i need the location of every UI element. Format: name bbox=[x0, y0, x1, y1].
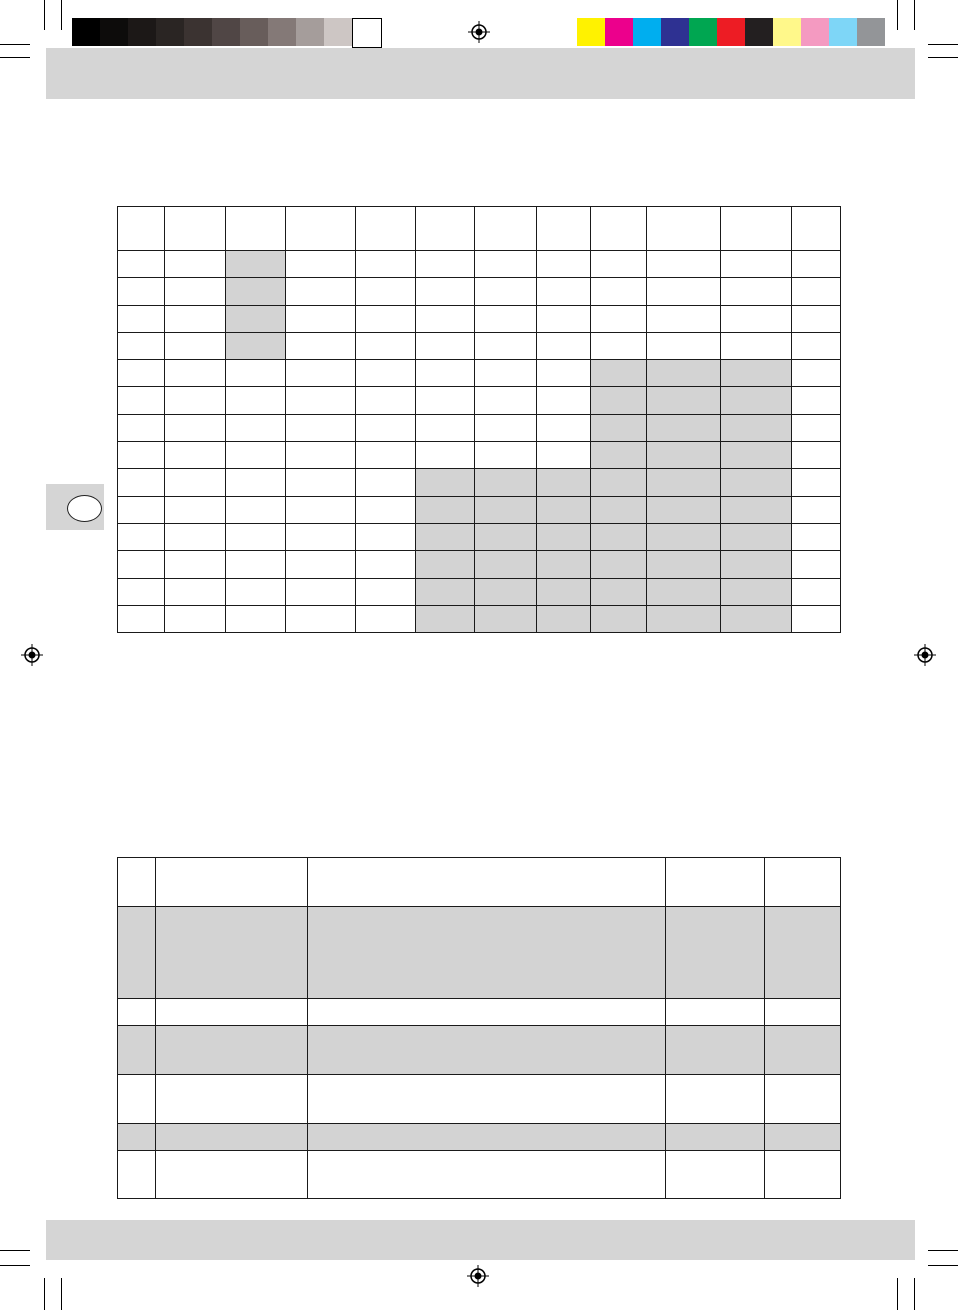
table-cell bbox=[286, 605, 356, 632]
table-cell bbox=[118, 999, 156, 1026]
table-cell bbox=[286, 360, 356, 387]
table-cell bbox=[356, 251, 416, 278]
table-cell bbox=[226, 360, 286, 387]
table-cell bbox=[416, 496, 475, 523]
table-cell bbox=[475, 305, 537, 332]
table-cell bbox=[721, 251, 792, 278]
table-cell bbox=[356, 605, 416, 632]
table-cell bbox=[475, 442, 537, 469]
table-cell bbox=[286, 496, 356, 523]
table-cell bbox=[226, 278, 286, 305]
gray-swatch bbox=[268, 18, 296, 46]
registration-mark-icon bbox=[21, 644, 43, 666]
table-cell bbox=[721, 278, 792, 305]
footer-bar bbox=[46, 1220, 915, 1260]
table-cell bbox=[156, 999, 308, 1026]
table-cell bbox=[792, 207, 841, 251]
table-cell bbox=[286, 387, 356, 414]
table-cell bbox=[165, 305, 226, 332]
crop-mark bbox=[928, 44, 958, 45]
table-cell bbox=[226, 207, 286, 251]
crop-mark bbox=[897, 1278, 898, 1310]
table-cell bbox=[165, 551, 226, 578]
table-cell bbox=[226, 251, 286, 278]
table-cell bbox=[416, 414, 475, 441]
crop-mark bbox=[0, 44, 30, 45]
table-cell bbox=[286, 278, 356, 305]
table-cell bbox=[721, 305, 792, 332]
table-cell bbox=[165, 578, 226, 605]
table-cell bbox=[591, 387, 647, 414]
crop-mark bbox=[44, 1278, 45, 1310]
table-cell bbox=[537, 496, 591, 523]
table-cell bbox=[226, 332, 286, 359]
table-cell bbox=[118, 551, 165, 578]
crop-mark bbox=[44, 0, 45, 30]
crop-mark bbox=[928, 1250, 958, 1251]
table-cell bbox=[647, 251, 721, 278]
table-cell bbox=[156, 907, 308, 999]
table-cell bbox=[647, 332, 721, 359]
table-cell bbox=[591, 332, 647, 359]
table-cell bbox=[226, 496, 286, 523]
table-cell bbox=[792, 578, 841, 605]
table-cell bbox=[156, 1151, 308, 1199]
table-row bbox=[118, 496, 841, 523]
table-cell bbox=[647, 360, 721, 387]
table-row bbox=[118, 360, 841, 387]
table-cell bbox=[721, 469, 792, 496]
table-cell bbox=[721, 332, 792, 359]
gray-swatch bbox=[128, 18, 156, 46]
table-cell bbox=[537, 360, 591, 387]
table-row bbox=[118, 1151, 841, 1199]
table-cell bbox=[475, 251, 537, 278]
crop-mark bbox=[0, 1265, 30, 1266]
table-row bbox=[118, 858, 841, 907]
table-cell bbox=[118, 496, 165, 523]
table-cell bbox=[118, 414, 165, 441]
table-cell bbox=[475, 360, 537, 387]
table-cell bbox=[647, 551, 721, 578]
table-cell bbox=[475, 469, 537, 496]
table-cell bbox=[118, 278, 165, 305]
table-cell bbox=[286, 414, 356, 441]
table-cell bbox=[356, 469, 416, 496]
table-cell bbox=[647, 578, 721, 605]
table-row bbox=[118, 278, 841, 305]
table-cell bbox=[792, 469, 841, 496]
table-cell bbox=[537, 469, 591, 496]
table-cell bbox=[475, 278, 537, 305]
crop-mark bbox=[61, 0, 62, 30]
table-cell bbox=[591, 305, 647, 332]
crop-mark bbox=[897, 0, 898, 30]
table-cell bbox=[308, 858, 666, 907]
table-cell bbox=[792, 332, 841, 359]
table-cell bbox=[647, 442, 721, 469]
table-cell bbox=[165, 442, 226, 469]
table-cell bbox=[226, 523, 286, 550]
table-cell bbox=[286, 305, 356, 332]
table-cell bbox=[165, 523, 226, 550]
table-cell bbox=[666, 858, 765, 907]
table-cell bbox=[765, 1026, 841, 1075]
table-cell bbox=[156, 1075, 308, 1124]
table-cell bbox=[647, 605, 721, 632]
table-cell bbox=[356, 414, 416, 441]
table-cell bbox=[537, 251, 591, 278]
table-cell bbox=[721, 360, 792, 387]
table-cell bbox=[118, 578, 165, 605]
table-row bbox=[118, 387, 841, 414]
registration-mark-icon bbox=[468, 21, 490, 43]
table-cell bbox=[792, 278, 841, 305]
color-swatch bbox=[633, 18, 661, 46]
language-badge bbox=[67, 495, 102, 522]
table-cell bbox=[792, 305, 841, 332]
table-cell bbox=[308, 1075, 666, 1124]
table-cell bbox=[226, 305, 286, 332]
table-cell bbox=[118, 1124, 156, 1151]
table-cell bbox=[591, 414, 647, 441]
table-cell bbox=[118, 523, 165, 550]
table-row bbox=[118, 605, 841, 632]
table-cell bbox=[666, 999, 765, 1026]
table-cell bbox=[118, 469, 165, 496]
table-cell bbox=[416, 305, 475, 332]
table-cell bbox=[537, 414, 591, 441]
table-cell bbox=[792, 523, 841, 550]
table-cell bbox=[721, 414, 792, 441]
table-cell bbox=[308, 1151, 666, 1199]
table-cell bbox=[721, 387, 792, 414]
table-row bbox=[118, 551, 841, 578]
table-row bbox=[118, 251, 841, 278]
table-cell bbox=[666, 907, 765, 999]
table-cell bbox=[286, 523, 356, 550]
table-cell bbox=[537, 578, 591, 605]
table-row bbox=[118, 414, 841, 441]
gray-swatch bbox=[296, 18, 324, 46]
table-row bbox=[118, 1075, 841, 1124]
table-cell bbox=[792, 605, 841, 632]
table-cell bbox=[647, 523, 721, 550]
table-cell bbox=[475, 207, 537, 251]
color-swatch bbox=[577, 18, 605, 46]
table-cell bbox=[591, 496, 647, 523]
table-cell bbox=[226, 551, 286, 578]
table-cell bbox=[165, 469, 226, 496]
table-cell bbox=[118, 1075, 156, 1124]
table-cell bbox=[765, 907, 841, 999]
table-cell bbox=[647, 387, 721, 414]
table-cell bbox=[721, 442, 792, 469]
table-cell bbox=[286, 551, 356, 578]
table-cell bbox=[118, 1151, 156, 1199]
color-swatch bbox=[689, 18, 717, 46]
color-swatch bbox=[605, 18, 633, 46]
table-cell bbox=[286, 251, 356, 278]
registration-mark-icon bbox=[467, 1265, 489, 1287]
table-cell bbox=[537, 551, 591, 578]
table-cell bbox=[226, 605, 286, 632]
table-cell bbox=[356, 360, 416, 387]
gray-swatch bbox=[72, 18, 100, 46]
table-cell bbox=[475, 578, 537, 605]
table-cell bbox=[591, 523, 647, 550]
table-cell bbox=[165, 251, 226, 278]
color-swatch bbox=[717, 18, 745, 46]
table-cell bbox=[475, 605, 537, 632]
table-row bbox=[118, 332, 841, 359]
table-cell bbox=[165, 605, 226, 632]
table-cell bbox=[537, 442, 591, 469]
table-cell bbox=[356, 305, 416, 332]
table-cell bbox=[792, 414, 841, 441]
table-cell bbox=[591, 469, 647, 496]
table-cell bbox=[647, 305, 721, 332]
table-cell bbox=[647, 414, 721, 441]
table-cell bbox=[416, 605, 475, 632]
table-cell bbox=[792, 360, 841, 387]
table-cell bbox=[765, 999, 841, 1026]
table-cell bbox=[226, 414, 286, 441]
color-swatch bbox=[829, 18, 857, 46]
table-cell bbox=[647, 278, 721, 305]
table-cell bbox=[591, 442, 647, 469]
table-cell bbox=[356, 387, 416, 414]
table-cell bbox=[416, 387, 475, 414]
table-cell bbox=[226, 442, 286, 469]
table-cell bbox=[721, 578, 792, 605]
table-cell bbox=[356, 496, 416, 523]
color-swatch bbox=[773, 18, 801, 46]
table-cell bbox=[356, 523, 416, 550]
table-cell bbox=[165, 387, 226, 414]
registration-mark-icon bbox=[914, 644, 936, 666]
table-row bbox=[118, 305, 841, 332]
table-cell bbox=[416, 207, 475, 251]
gray-swatch bbox=[352, 18, 382, 48]
table-cell bbox=[647, 469, 721, 496]
table-cell bbox=[591, 207, 647, 251]
crop-mark bbox=[914, 0, 915, 30]
table-cell bbox=[721, 523, 792, 550]
table-cell bbox=[591, 360, 647, 387]
table-cell bbox=[308, 999, 666, 1026]
table-cell bbox=[118, 360, 165, 387]
table-cell bbox=[591, 551, 647, 578]
table-cell bbox=[666, 1075, 765, 1124]
table-cell bbox=[118, 605, 165, 632]
gray-swatch bbox=[240, 18, 268, 46]
crop-mark bbox=[0, 57, 30, 58]
table-cell bbox=[416, 278, 475, 305]
table-cell bbox=[356, 442, 416, 469]
table-row bbox=[118, 469, 841, 496]
table-cell bbox=[416, 578, 475, 605]
table-cell bbox=[666, 1151, 765, 1199]
table-cell bbox=[356, 578, 416, 605]
table-cell bbox=[591, 605, 647, 632]
gray-swatch bbox=[184, 18, 212, 46]
table-cell bbox=[537, 605, 591, 632]
table-cell bbox=[416, 360, 475, 387]
table-cell bbox=[475, 523, 537, 550]
table-cell bbox=[416, 251, 475, 278]
table-cell bbox=[721, 207, 792, 251]
table-cell bbox=[792, 251, 841, 278]
gray-swatch bbox=[156, 18, 184, 46]
table-row bbox=[118, 999, 841, 1026]
table-cell bbox=[537, 523, 591, 550]
table-cell bbox=[156, 858, 308, 907]
table-cell bbox=[647, 496, 721, 523]
color-swatch bbox=[661, 18, 689, 46]
table-cell bbox=[226, 578, 286, 605]
color-swatch bbox=[745, 18, 773, 46]
table-cell bbox=[416, 442, 475, 469]
table-cell bbox=[118, 907, 156, 999]
table-cell bbox=[156, 1026, 308, 1075]
table-cell bbox=[765, 1151, 841, 1199]
table-cell bbox=[416, 523, 475, 550]
upper-table bbox=[117, 206, 841, 633]
color-swatch bbox=[857, 18, 885, 46]
table-cell bbox=[537, 207, 591, 251]
table-cell bbox=[118, 207, 165, 251]
table-cell bbox=[118, 305, 165, 332]
table-cell bbox=[286, 469, 356, 496]
table-row bbox=[118, 207, 841, 251]
crop-mark bbox=[928, 57, 958, 58]
table-cell bbox=[165, 207, 226, 251]
table-cell bbox=[666, 1124, 765, 1151]
table-cell bbox=[356, 332, 416, 359]
table-cell bbox=[416, 551, 475, 578]
table-cell bbox=[118, 442, 165, 469]
table-cell bbox=[792, 551, 841, 578]
table-cell bbox=[591, 251, 647, 278]
table-cell bbox=[537, 305, 591, 332]
crop-mark bbox=[0, 1250, 30, 1251]
table-cell bbox=[308, 1124, 666, 1151]
table-cell bbox=[356, 551, 416, 578]
table-row bbox=[118, 907, 841, 999]
table-cell bbox=[165, 414, 226, 441]
crop-mark bbox=[914, 1278, 915, 1310]
table-cell bbox=[156, 1124, 308, 1151]
gray-swatch bbox=[212, 18, 240, 46]
table-cell bbox=[118, 858, 156, 907]
table-cell bbox=[666, 1026, 765, 1075]
header-bar bbox=[46, 48, 915, 99]
table-cell bbox=[475, 551, 537, 578]
gray-swatch bbox=[324, 18, 352, 46]
table-cell bbox=[475, 332, 537, 359]
table-cell bbox=[118, 387, 165, 414]
table-cell bbox=[226, 387, 286, 414]
color-swatch bbox=[801, 18, 829, 46]
table-cell bbox=[537, 278, 591, 305]
gray-swatch bbox=[100, 18, 128, 46]
table-cell bbox=[308, 907, 666, 999]
table-cell bbox=[286, 578, 356, 605]
crop-mark bbox=[61, 1278, 62, 1310]
lower-table bbox=[117, 857, 841, 1199]
table-cell bbox=[286, 207, 356, 251]
table-row bbox=[118, 1026, 841, 1075]
table-cell bbox=[356, 278, 416, 305]
table-cell bbox=[475, 414, 537, 441]
table-cell bbox=[118, 1026, 156, 1075]
table-cell bbox=[165, 278, 226, 305]
table-cell bbox=[721, 551, 792, 578]
table-cell bbox=[226, 469, 286, 496]
table-cell bbox=[765, 1075, 841, 1124]
table-cell bbox=[118, 332, 165, 359]
table-cell bbox=[475, 496, 537, 523]
table-cell bbox=[591, 278, 647, 305]
table-cell bbox=[721, 496, 792, 523]
table-cell bbox=[165, 360, 226, 387]
table-cell bbox=[286, 442, 356, 469]
table-cell bbox=[537, 387, 591, 414]
table-cell bbox=[165, 496, 226, 523]
table-cell bbox=[765, 1124, 841, 1151]
table-cell bbox=[765, 858, 841, 907]
table-cell bbox=[792, 496, 841, 523]
table-cell bbox=[416, 469, 475, 496]
table-row bbox=[118, 1124, 841, 1151]
table-cell bbox=[792, 442, 841, 469]
table-row bbox=[118, 578, 841, 605]
table-cell bbox=[308, 1026, 666, 1075]
table-cell bbox=[792, 387, 841, 414]
table-cell bbox=[537, 332, 591, 359]
table-cell bbox=[647, 207, 721, 251]
table-cell bbox=[721, 605, 792, 632]
table-row bbox=[118, 523, 841, 550]
table-row bbox=[118, 442, 841, 469]
table-cell bbox=[591, 578, 647, 605]
table-cell bbox=[118, 251, 165, 278]
crop-mark bbox=[928, 1265, 958, 1266]
table-cell bbox=[475, 387, 537, 414]
table-cell bbox=[416, 332, 475, 359]
table-cell bbox=[286, 332, 356, 359]
table-cell bbox=[356, 207, 416, 251]
table-cell bbox=[165, 332, 226, 359]
